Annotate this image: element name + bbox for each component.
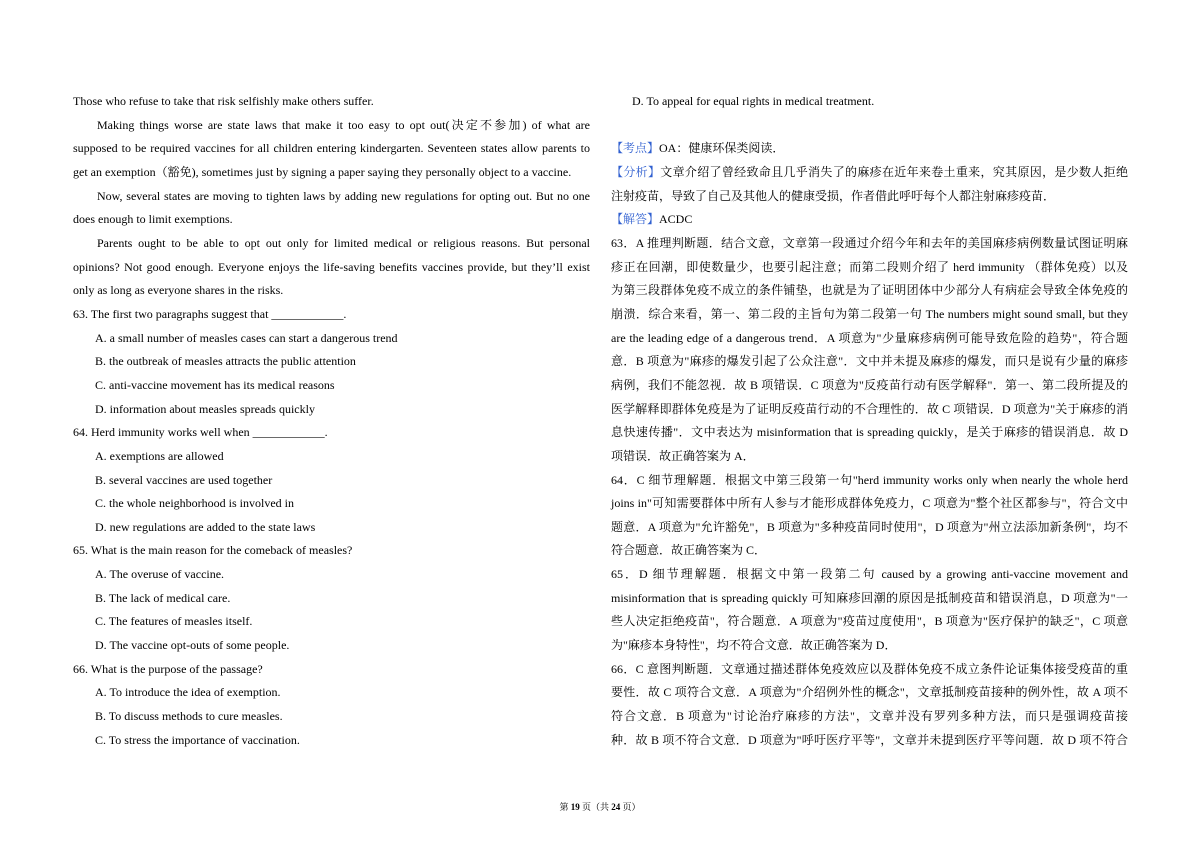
explanation-line: 63．A 推理判断题．结合文意，文章第一段通过介绍今年和去年的美国麻疹病例数量试图证明麻: [611, 235, 1128, 250]
explanation-66: [611, 658, 1128, 753]
passage-line: Making things worse are state laws that make it too easy to opt out(决定不参加) of what are: [97, 117, 590, 132]
explanation-line: 符合题意．故正确答案为 C．: [611, 543, 767, 558]
question-stem: 65. What is the main reason for the comeback of measles?: [73, 543, 353, 558]
solution-answer: [611, 208, 1128, 232]
answer-option: B. the outbreak of measles attracts the public attention: [95, 354, 356, 369]
answer-option: B. several vaccines are used together: [95, 472, 273, 487]
answer-option: A. exemptions are allowed: [95, 448, 224, 463]
analysis-text: 文章介绍了曾经致命且几乎消失了的麻疹在近年来卷土重来，究其原因，是少数人拒绝: [660, 164, 1128, 179]
explanation-line: 为"麻疹本身特性"，均不符合文意．故正确答案为 D．: [611, 638, 897, 653]
explanation-line: 符合文意．B 项意为"讨论治疗麻疹的方法"，文章并没有罗列多种方法，而只是强调疫苗接: [611, 709, 1128, 724]
explanation-64: [611, 469, 1128, 564]
passage-line: opinions? Not good enough. Everyone enjoys the life-saving benefits vaccines provide, but they’ll exist: [73, 259, 590, 274]
explanation-line: joins in"可知需要群体中所有人参与才能形成群体免疫力，C 项意为"整个社区都参与"，符合文中: [611, 496, 1128, 511]
answer-option: C. To stress the importance of vaccination.: [95, 732, 300, 747]
answer-option: A. a small number of measles cases can start a dangerous trend: [95, 330, 398, 345]
explanation-line: 息快速传播"．文中表达为 misinformation that is spreading quickly，是关于麻疹的错误消息．故 D: [611, 425, 1128, 440]
question-63: [73, 303, 590, 421]
explanation-line: 医学解释即群体免疫是为了证明反疫苗行动的不合理性的．故 C 项错误．D 项意为"关于麻疹的消: [611, 401, 1128, 416]
passage-line: Parents ought to be able to opt out only for limited medical or religious reasons. But personal: [97, 235, 590, 250]
question-64: [73, 421, 590, 539]
footer-page-total: 24: [611, 802, 621, 812]
footer-prefix: 第: [559, 802, 569, 812]
explanation-line: misinformation that is spreading quickly 可知麻疹回潮的原因是抵制疫苗和错误消息，D 项意为"一: [611, 590, 1128, 605]
explanation-line: 项错误．故正确答案为 A．: [611, 448, 755, 463]
page-footer: [0, 800, 1200, 814]
question-stem: 66. What is the purpose of the passage?: [73, 661, 263, 676]
topic-text: OA：健康环保类阅读．: [659, 141, 785, 156]
passage-line: Now, several states are moving to tighten laws by adding new regulations for opting out. But no one: [97, 188, 590, 203]
explanation-line: 种．故 B 项不符合文意．D 项意为"呼吁医疗平等"，文章并未提到医疗平等问题．故 D 项不符合: [611, 732, 1128, 747]
explanation-line: 病例，我们不能忽视．故 B 项错误．C 项意为"反疫苗行动有医学解释"．第一、第二段所提及的: [611, 377, 1128, 392]
answer-option: C. The features of measles itself.: [95, 614, 253, 629]
explanation-line: 65．D 细节理解题．根据文中第一段第二句 caused by a growing anti-vaccine movement and: [611, 567, 1128, 582]
topic-label: 【考点】: [611, 141, 660, 156]
answer-option: D. new regulations are added to the state laws: [95, 519, 316, 534]
passage: [73, 90, 590, 303]
question-66: [73, 658, 590, 753]
blank-line: [611, 114, 1128, 138]
explanation-line: 题意．A 项意为"允许豁免"，B 项意为"多种疫苗同时使用"，D 项意为"州立法添加新条例"，均不: [611, 519, 1128, 534]
explanation-65: [611, 563, 1128, 658]
answer-option: B. To discuss methods to cure measles.: [95, 709, 283, 724]
passage-line: only as long as everyone shares in the risks.: [73, 283, 284, 298]
answer-key: ACDC: [659, 212, 693, 227]
passage-line: supposed to be required vaccines for all children entering kindergarten. Seventeen states allow parents to: [73, 141, 590, 156]
explanation-line: 疹正在回潮，即使数量少，也要引起注意；而第二段则介绍了 herd immunity （群体免疫）以及: [611, 259, 1128, 274]
left-column: [73, 90, 590, 752]
answer-option: B. The lack of medical care.: [95, 590, 231, 605]
explanation-line: 意．B 项意为"麻疹的爆发引起了公众注意"．文中并未提及麻疹的爆发，而只是说有少量的麻疹: [611, 354, 1128, 369]
explanation-line: 为第三段群体免疫不成立的条件铺垫，也就是为了证明团体中少部分人有病症会导致全体免疫的: [611, 283, 1128, 298]
answer-option: A. The overuse of vaccine.: [95, 567, 225, 582]
solution-analysis: [611, 161, 1128, 208]
analysis-line: [611, 161, 1128, 185]
answer-option: D. To appeal for equal rights in medical treatment.: [632, 94, 875, 108]
analysis-label: 【分析】: [611, 164, 661, 179]
analysis-line: 注射疫苗，导致了自己及其他人的健康受损，作者借此呼吁每个人都注射麻疹疫苗．: [611, 188, 1056, 203]
solution-topic: [611, 137, 1128, 161]
answer-option: D. The vaccine opt-outs of some people.: [95, 638, 290, 653]
answer-option: D. information about measles spreads quickly: [95, 401, 315, 416]
explanation-line: 些人决定拒绝疫苗"，符合题意．A 项意为"疫苗过度使用"，B 项意为"医疗保护的缺乏"，C 项意: [611, 614, 1128, 629]
footer-page-number: 19: [570, 802, 580, 812]
explanation-line: are the leading edge of a dangerous trend．A 项意为"少量麻疹病例可能导致危险的趋势"，符合题: [611, 330, 1128, 345]
explanation-line: 66．C 意图判断题．文章通过描述群体免疫效应以及群体免疫不成立条件论证集体接受疫苗的重: [611, 661, 1128, 676]
answer-label: 【解答】: [611, 212, 660, 227]
passage-line: Those who refuse to take that risk selfishly make others suffer.: [73, 94, 374, 108]
footer-suffix: 页）: [622, 802, 641, 812]
answer-option: C. the whole neighborhood is involved in: [95, 496, 294, 511]
question-stem: 64. Herd immunity works well when ____________.: [73, 425, 328, 440]
right-column: [611, 90, 1128, 752]
answer-option: C. anti-vaccine movement has its medical reasons: [95, 377, 335, 392]
footer-middle: 页（共: [581, 802, 609, 812]
explanation-line: 崩溃．综合来看，第一、第二段的主旨句为第二段第一句 The numbers might sound small, but they: [611, 306, 1128, 321]
question-stem: 63. The first two paragraphs suggest that ____________.: [73, 306, 347, 321]
explanation-63: [611, 232, 1128, 469]
explanation-line: 要性．故 C 项符合文意．A 项意为"介绍例外性的概念"，文章抵制疫苗接种的例外性，故 A 项不: [611, 685, 1128, 700]
explanation-line: 64．C 细节理解题．根据文中第三段第一句"herd immunity works only when nearly the whole herd: [611, 472, 1128, 487]
question-65: [73, 539, 590, 657]
passage-line: does enough to limit exemptions.: [73, 212, 233, 227]
passage-line: get an exemption（豁免), sometimes just by signing a paper saying they personally object to a vaccine.: [73, 164, 572, 179]
answer-option: A. To introduce the idea of exemption.: [95, 685, 281, 700]
